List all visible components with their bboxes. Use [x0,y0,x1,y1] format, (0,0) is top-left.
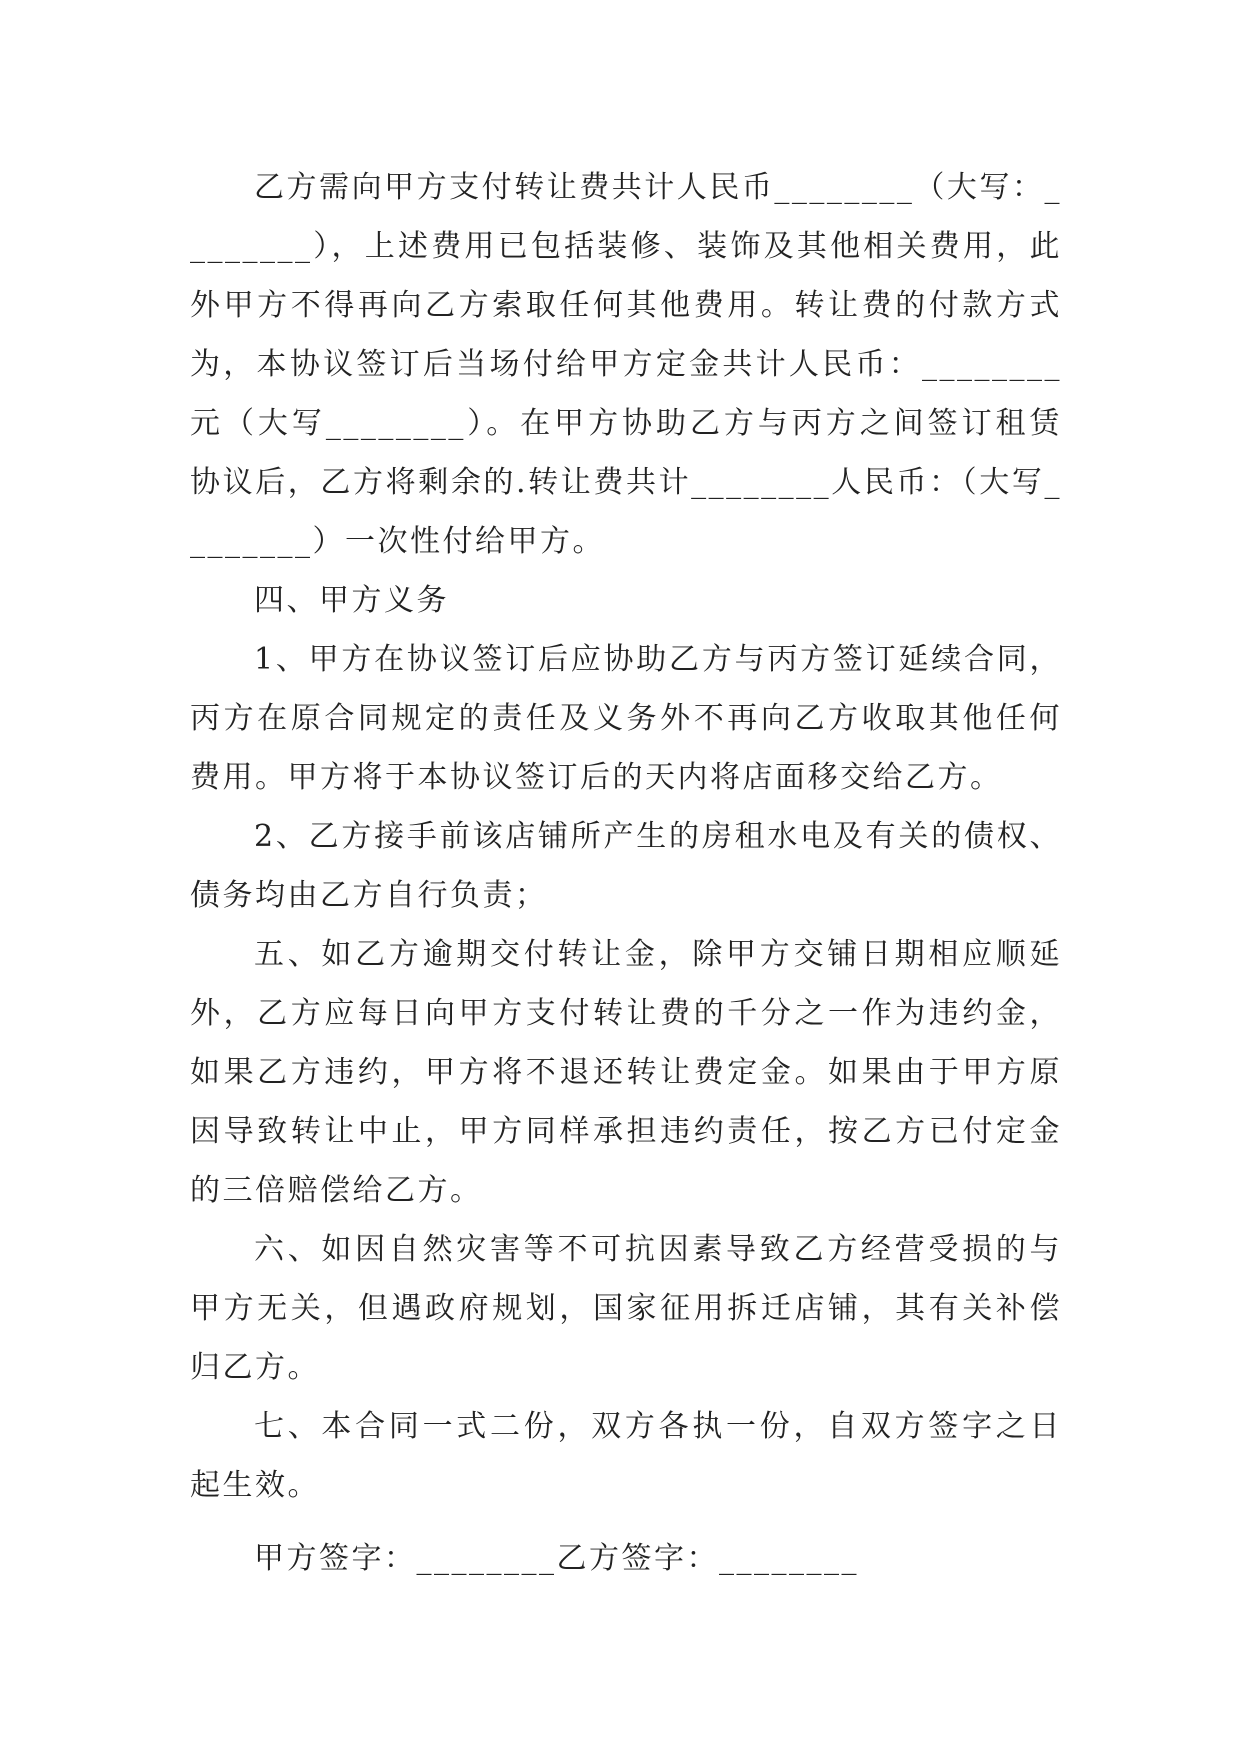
signature-line: 甲方签字：________乙方签字：________ [254,1541,859,1576]
section-6-paragraph: 六、如因自然灾害等不可抗因素导致乙方经营受损的与甲方无关，但遇政府规划，国家征用拆迁店铺，其有关补偿归乙方。 [190,1232,1062,1385]
transfer-fee-paragraph: 乙方需向甲方支付转让费共计人民币________（大写：________），上述费用已包括装修、装饰及其他相关费用，此外甲方不得再向乙方索取任何其他费用。转让费的付款方式为，本协议签订后当场付给甲方定金共计人民币：________元（大写________）。在甲方协助乙方与丙方之间签订租赁协议后，乙方将剩余的.转让费共计________人民币：（大写________）一次性付给甲方。 [190,170,1062,559]
contract-page [190,158,1062,1588]
section-5-paragraph: 五、如乙方逾期交付转让金，除甲方交铺日期相应顺延外，乙方应每日向甲方支付转让费的千分之一作为违约金，如果乙方违约，甲方将不退还转让费定金。如果由于甲方原因导致转让中止，甲方同样承担违约责任，按乙方已付定金的三倍赔偿给乙方。 [190,937,1062,1208]
section-4-item-2: 2、乙方接手前该店铺所产生的房租水电及有关的债权、债务均由乙方自行负责； [190,819,1062,913]
section-7-paragraph: 七、本合同一式二份，双方各执一份，自双方签字之日起生效。 [190,1409,1062,1503]
section-4-heading: 四、甲方义务 [254,583,449,618]
section-4-item-1: 1、甲方在协议签订后应协助乙方与丙方签订延续合同，丙方在原合同规定的责任及义务外不再向乙方收取其他任何费用。甲方将于本协议签订后的天内将店面移交给乙方。 [190,642,1062,795]
